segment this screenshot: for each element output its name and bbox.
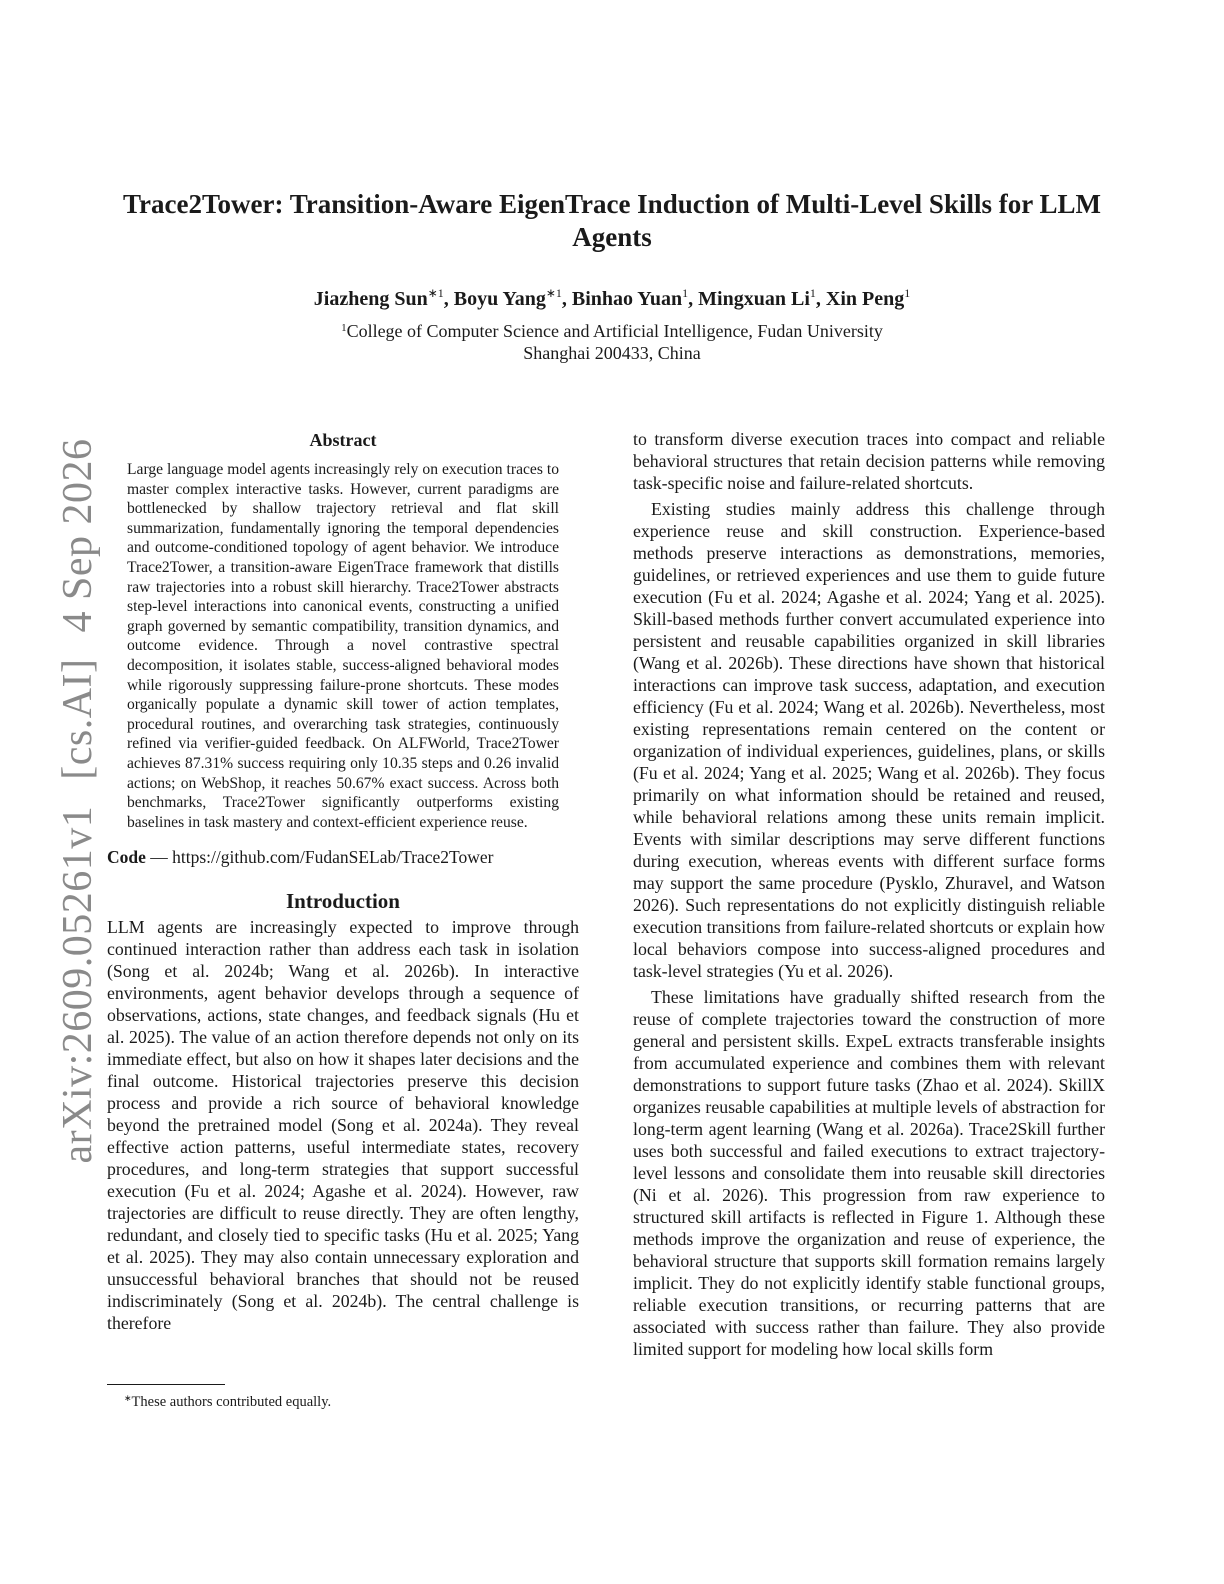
arxiv-category: [cs.AI]: [55, 658, 101, 780]
intro-paragraph-3: These limitations have gradually shifted research from the reuse of complete trajectories toward the construction of more general and persistent skills. ExpeL extracts transferable insights from accumulated experience and combines them with relevant demonstrations to support future tasks (Zhao et al. 2024). SkillX organizes reusable capabilities at multiple levels of abstraction for long-term agent learning (Wang et al. 2026a). Trace2Skill further uses both successful and failed executions to extract trajectory-level lessons and consolidate them into reusable skill directories (Ni et al. 2026). This progression from raw experience to structured skill artifacts is reflected in Figure 1. Although these methods improve the organization and reuse of experience, the behavioral structure that supports skill formation remains largely implicit. They do not explicitly identify stable functional groups, reliable execution transitions, or recurring patterns that are associated with success rather than failure. They also provide limited support for modeling how local skills form: [633, 987, 1105, 1359]
author-mark: 1: [682, 286, 689, 300]
code-url-link[interactable]: https://github.com/FudanSELab/Trace2Tower: [172, 847, 494, 868]
author-name: Xin Peng: [825, 288, 905, 310]
footnote: [124, 1389, 331, 1411]
abstract-text: Large language model agents increasingly rely on execution traces to master complex interactive tasks. However, current paradigms are bottlenecked by shallow trajectory retrieval and flat skill summarization, fundamentally ignoring the temporal dependencies and outcome-conditioned topology of agent behavior. We introduce Trace2Tower, a transition-aware EigenTrace framework that distills raw trajectories into a robust skill hierarchy. Trace2Tower abstracts step-level interactions into canonical events, constructing a unified graph governed by semantic compatibility, transition dynamics, and outcome evidence. Through a novel contrastive spectral decomposition, it isolates stable, success-aligned behavioral modes while rigorously suppressing failure-prone shortcuts. These modes organically populate a dynamic skill tower of action templates, procedural routines, and overarching task strategies, continuously refined via verifier-guided feedback. On ALFWorld, Trace2Tower achieves 87.31% success requiring only 10.35 steps and 0.26 invalid actions; on WebShop, it reaches 50.67% exact success. Across both benchmarks, Trace2Tower significantly outperforms existing baselines in task mastery and context-efficient experience reuse.: [127, 461, 559, 831]
right-column: [633, 428, 1105, 1360]
author-mark: ∗1: [427, 286, 444, 300]
author-list: Jiazheng Sun$^{∗1}$, Boyu Yang$^{∗1}$, Binhao Yuan$^1$, Mingxuan Li$^1$, Xin Peng$^1$: [313, 286, 911, 310]
affiliation-address: Shanghai 200433, China: [523, 343, 701, 363]
author-name: Jiazheng Sun: [313, 288, 428, 310]
intro-paragraph-1-continued: to transform diverse execution traces into compact and reliable behavioral structures that retain decision patterns while removing task-specific noise and failure-related shortcuts.: [633, 429, 1105, 493]
intro-paragraph-2: Existing studies mainly address this challenge through experience reuse and skill construction. Experience-based methods preserve interactions as demonstrations, memories, guidelines, or retrieved experiences and use them to guide future execution (Fu et al. 2024; Agashe et al. 2024; Yang et al. 2025). Skill-based methods further convert accumulated experience into persistent and reusable capabilities organized in skill libraries (Wang et al. 2026b). These directions have shown that historical interactions can improve task success, adaptation, and execution efficiency (Fu et al. 2024; Wang et al. 2026b). Nevertheless, most existing representations remain centered on the content or organization of individual experiences, guidelines, plans, or skills (Fu et al. 2024; Yang et al. 2025; Wang et al. 2026b). They focus primarily on what information should be retained and reused, while behavioral relations among these units remain implicit. Events with similar descriptions may serve different functions during execution, whereas events with different surface forms may support the same procedure (Pysklo, Zhuravel, and Watson 2026). Such representations do not explicitly distinguish reliable execution transitions from failure-related shortcuts or explain how local behaviors compose into success-aligned procedures and task-level strategies (Yu et al. 2026).: [633, 499, 1105, 981]
code-line: [107, 846, 579, 868]
paper-title: Trace2Tower: Transition-Aware EigenTrace Induction of Multi-Level Skills for LLM Agents: [123, 189, 1101, 252]
code-label: Code: [107, 847, 146, 868]
author-name: Binhao Yuan: [571, 288, 683, 310]
introduction-heading: Introduction: [286, 889, 400, 914]
arxiv-date: 4 Sep 2026: [55, 438, 101, 633]
author-mark: ∗1: [545, 286, 562, 300]
title-block: [107, 188, 1117, 364]
affiliation-name: College of Computer Science and Artificial Intelligence, Fudan University: [346, 321, 883, 341]
arxiv-id: arXiv:2609.05261v1: [55, 805, 101, 1164]
author-name: Mingxuan Li: [698, 288, 810, 310]
footnote-rule: [107, 1384, 225, 1385]
arxiv-stamp: [54, 412, 102, 1163]
footnote-mark: ∗: [124, 1393, 132, 1403]
affiliation-mark: 1: [341, 322, 347, 334]
left-column: [107, 428, 579, 1334]
author-name: Boyu Yang: [453, 288, 546, 310]
affiliation: [107, 317, 1117, 342]
author-mark: 1: [809, 286, 816, 300]
footnote-text: These authors contributed equally.: [131, 1394, 332, 1410]
author-mark: 1: [904, 286, 911, 300]
intro-paragraph-1: LLM agents are increasingly expected to improve through continued interaction rather than address each task in isolation (Song et al. 2024b; Wang et al. 2026b). In interactive environments, agent behavior develops through a sequence of observations, actions, state changes, and feedback signals (Hu et al. 2025). The value of an action therefore depends not only on its immediate effect, but also on how it shapes later decisions and the final outcome. Historical trajectories preserve this decision process and provide a rich source of behavioral knowledge beyond the pretrained model (Song et al. 2024a). They reveal effective action patterns, useful intermediate states, recovery procedures, and long-term strategies that support successful execution (Fu et al. 2024; Agashe et al. 2024). However, raw trajectories are difficult to reuse directly. They are often lengthy, redundant, and closely tied to specific tasks (Hu et al. 2025; Yang et al. 2025). They may also contain unnecessary exploration and unsuccessful behavioral branches that should not be reused indiscriminately (Song et al. 2024b). The central challenge is therefore: [107, 917, 579, 1334]
abstract-heading: Abstract: [309, 430, 377, 450]
code-separator: —: [145, 847, 173, 868]
